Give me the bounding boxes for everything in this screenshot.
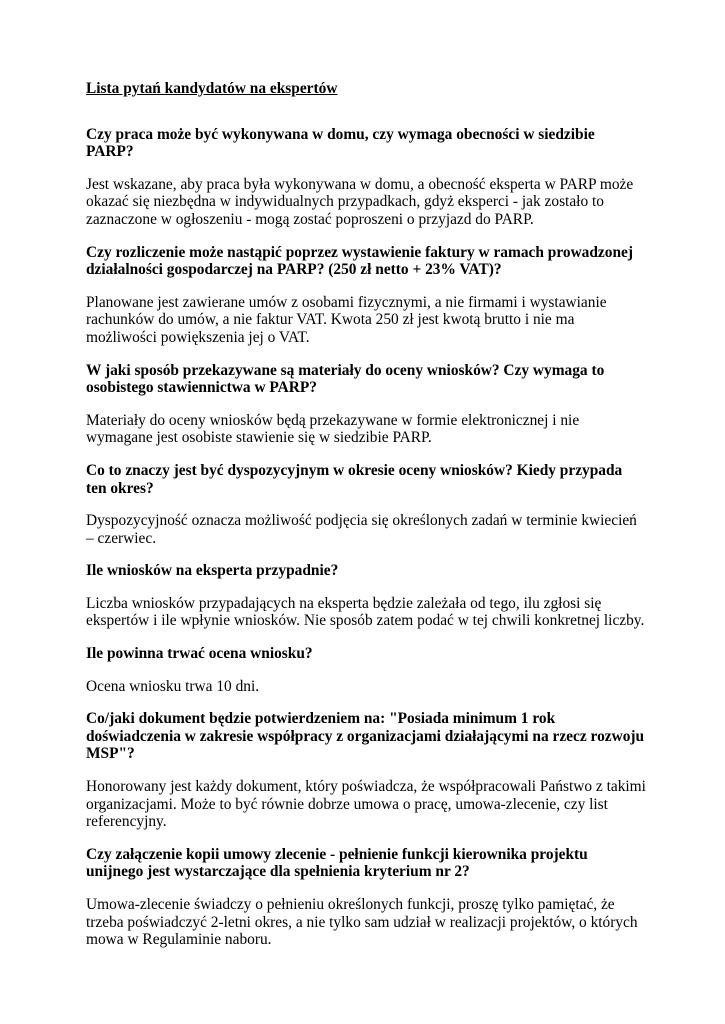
answer: Dyspozycyjność oznacza możliwość podjęcia się określonych zadań w terminie kwiecień – czerwiec. (86, 512, 637, 547)
qa-item (86, 645, 646, 695)
answer: Jest wskazane, aby praca była wykonywana w domu, a obecność eksperta w PARP może okazać się niezbędna w indywidualnych przypadkach, gdyż eksperci - jak zostało to zaznaczone w ogłoszeniu - mogą zostać poproszeni o przyjazd do PARP. (86, 175, 634, 228)
qa-item (86, 126, 646, 229)
answer: Ocena wniosku trwa 10 dni. (86, 677, 260, 695)
answer: Planowane jest zawierane umów z osobami fizycznymi, a nie firmami i wystawianie rachunków do umów, a nie faktur VAT. Kwota 250 zł jest kwotą brutto i nie ma możliwości powiększenia jej o VAT. (86, 293, 607, 346)
answer: Umowa-zlecenie świadczy o pełnieniu określonych funkcji, proszę tylko pamiętać, że trzeba poświadczyć 2-letni okres, a nie tylko sam udział w realizacji projektów, o których mowa w Regulaminie naboru. (86, 896, 638, 949)
qa-item (86, 244, 646, 347)
question: Co to znaczy jest być dyspozycyjnym w okresie oceny wniosków? Kiedy przypada ten okres? (86, 461, 623, 497)
qa-item (86, 362, 646, 447)
document-page (86, 80, 646, 964)
question: Ile powinna trwać ocena wniosku? (86, 645, 313, 663)
qa-item (86, 846, 646, 949)
document-title: Lista pytań kandydatów na ekspertów (86, 80, 338, 97)
answer: Materiały do oceny wniosków będą przekazywane w formie elektronicznej i nie wymagane jest osobiste stawienie się w siedzibie PARP. (86, 411, 580, 447)
qa-item (86, 562, 646, 630)
qa-item (86, 710, 646, 831)
qa-item (86, 462, 646, 547)
question: Czy rozliczenie może nastąpić poprzez wystawienie faktury w ramach prowadzonej działalności gospodarczej na PARP? (250 zł netto + 23% VAT)? (86, 243, 633, 279)
question: Co/jaki dokument będzie potwierdzeniem na: "Posiada minimum 1 rok doświadczenia w zakresie współpracy z organizacjami działającymi na rzecz rozwoju MSP"? (86, 710, 645, 763)
question: W jaki sposób przekazywane są materiały do oceny wniosków? Czy wymaga to osobistego stawiennictwa w PARP? (86, 361, 605, 397)
question: Czy praca może być wykonywana w domu, czy wymaga obecności w siedzibie PARP? (86, 125, 595, 161)
question: Czy załączenie kopii umowy zlecenie - pełnienie funkcji kierownika projektu unijnego jest wystarczające dla spełnienia kryterium nr 2? (86, 845, 588, 881)
answer: Honorowany jest każdy dokument, który poświadcza, że współpracowali Państwo z takimi organizacjami. Może to być równie dobrze umowa o pracę, umowa-zlecenie, czy list referencyjny. (86, 778, 646, 831)
question: Ile wniosków na eksperta przypadnie? (86, 562, 339, 580)
answer: Liczba wniosków przypadających na eksperta będzie zależała od tego, ilu zgłosi się ekspertów i ile wpłynie wniosków. Nie sposób zatem podać w tej chwili konkretnej liczby. (86, 594, 645, 630)
